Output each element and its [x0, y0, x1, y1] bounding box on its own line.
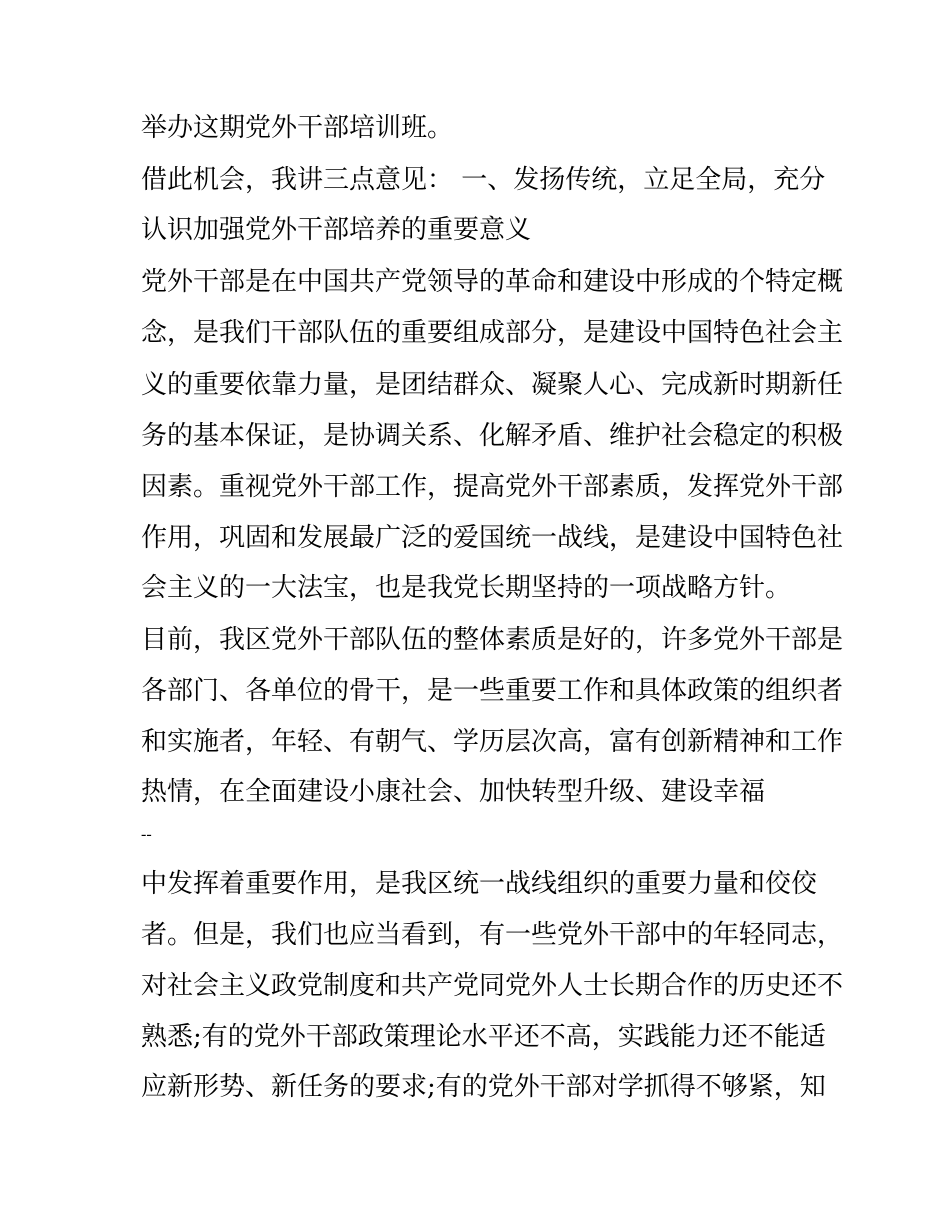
- text-line: 对社会主义政党制度和共产党同党外人士长期合作的历史还不: [141, 971, 844, 1001]
- text-line: 目前，我区党外干部队伍的整体素质是好的，许多党外干部是: [141, 625, 844, 655]
- text-line: 热情，在全面建设小康社会、加快转型升级、建设幸福: [141, 777, 766, 807]
- text-line: 作用，巩固和发展最广泛的爱国统一战线，是建设中国特色社: [141, 523, 844, 553]
- text-line: 熟悉;有的党外干部政策理论水平还不高，实践能力还不能适: [141, 1022, 826, 1052]
- text-line: 义的重要依靠力量，是团结群众、凝聚人心、完成新时期新任: [141, 370, 844, 400]
- text-line: 各部门、各单位的骨干，是一些重要工作和具体政策的组织者: [141, 676, 844, 706]
- text-line: 念，是我们干部队伍的重要组成部分，是建设中国特色社会主: [141, 318, 844, 348]
- text-line: 举办这期党外干部培训班。: [141, 113, 454, 143]
- text-line: 者。但是，我们也应当看到，有一些党外干部中的年轻同志，: [141, 920, 844, 950]
- text-line: 党外干部是在中国共产党领导的革命和建设中形成的个特定概: [141, 267, 844, 297]
- text-line: 借此机会，我讲三点意见： 一、发扬传统，立足全局，充分: [141, 165, 826, 195]
- text-line: 认识加强党外干部培养的重要意义: [141, 215, 532, 245]
- text-line: 会主义的一大法宝，也是我党长期坚持的一项战略方针。: [141, 573, 792, 603]
- text-line: 务的基本保证，是协调关系、化解矛盾、维护社会稳定的积极: [141, 421, 844, 451]
- text-line: 因素。重视党外干部工作，提高党外干部素质，发挥党外干部: [141, 472, 844, 502]
- text-line: 中发挥着重要作用，是我区统一战线组织的重要力量和佼佼: [141, 869, 818, 899]
- text-line: 和实施者，年轻、有朝气、学历层次高，富有创新精神和工作: [141, 727, 844, 757]
- page-separator: --: [141, 826, 152, 843]
- text-line: 应新形势、新任务的要求;有的党外干部对学抓得不够紧，知: [141, 1072, 826, 1102]
